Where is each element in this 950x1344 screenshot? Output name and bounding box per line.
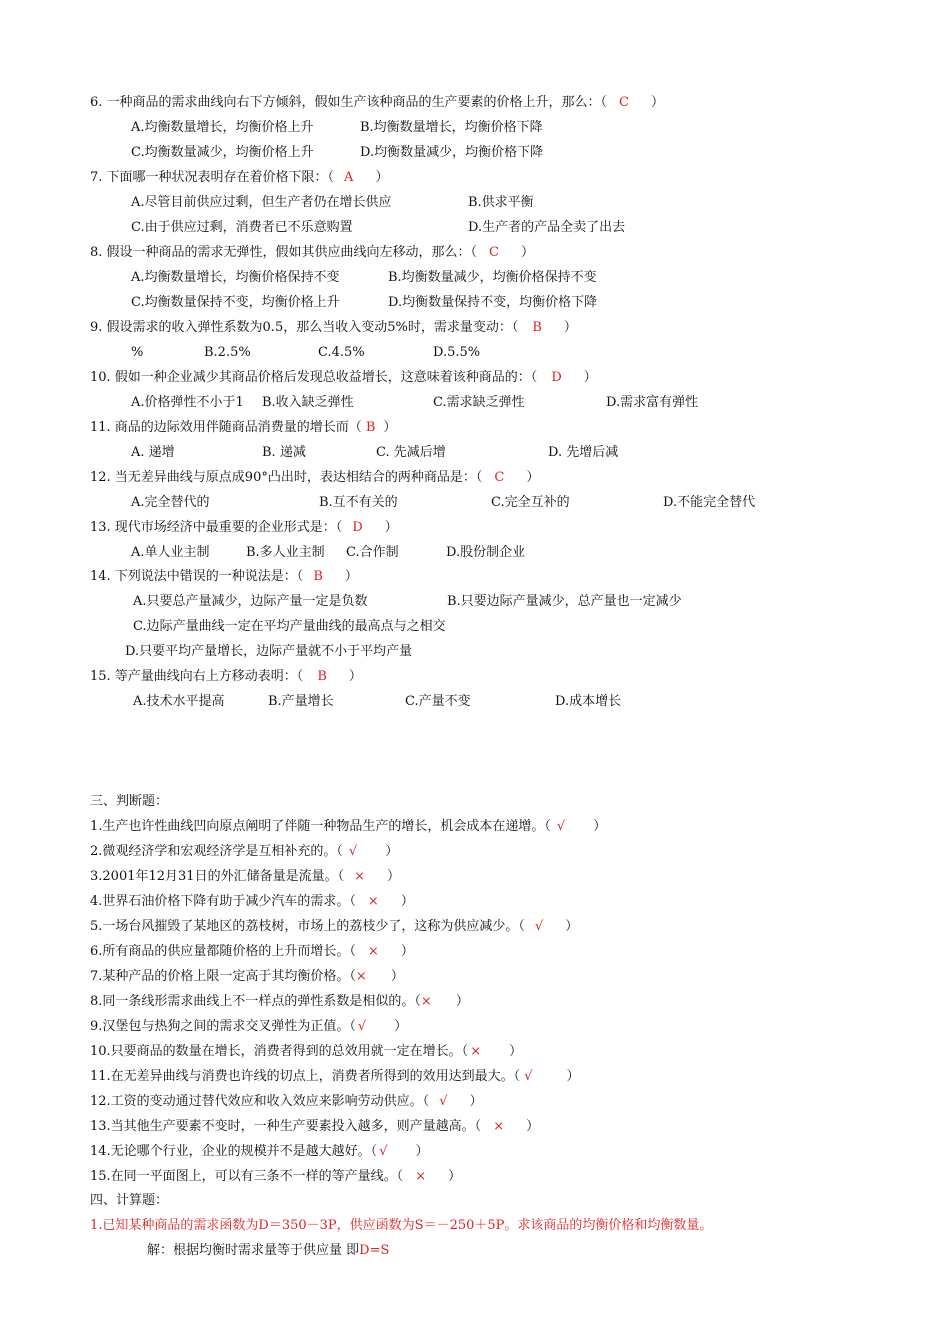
option-d: D.股份制企业 bbox=[446, 545, 526, 560]
option-c: C.由于供应过剩，消费者已不乐意购置 bbox=[131, 220, 353, 235]
judge-item-14 bbox=[90, 1143, 429, 1161]
judge-item-8 bbox=[90, 993, 469, 1011]
question-close: ） bbox=[526, 470, 540, 485]
option-c: C.4.5% bbox=[318, 345, 365, 360]
question-text: 9. 假设需求的收入弹性系数为0.5，那么当收入变动5%时，需求量变动：（ bbox=[90, 320, 519, 335]
question-7 bbox=[90, 169, 388, 187]
option-c: C.产量不变 bbox=[405, 694, 471, 709]
judge-item-6 bbox=[90, 943, 414, 961]
question-14 bbox=[90, 568, 358, 586]
judge-item-5 bbox=[90, 918, 578, 936]
option-a: A.尽管目前供应过剩，但生产者仍在增长供应 bbox=[131, 195, 392, 210]
question-close: ） bbox=[384, 520, 398, 535]
judge-item-13 bbox=[90, 1118, 539, 1136]
judge-answer: √ bbox=[357, 1019, 367, 1034]
judge-close: ） bbox=[565, 919, 579, 934]
question-close: ） bbox=[563, 320, 577, 335]
question-15 bbox=[90, 668, 362, 686]
judge-item-11 bbox=[90, 1068, 580, 1086]
option-c: C.均衡数量减少，均衡价格上升 bbox=[131, 145, 314, 160]
option-b: B.产量增长 bbox=[268, 694, 334, 709]
judge-item-10 bbox=[90, 1043, 522, 1061]
answer-mark: C bbox=[494, 470, 505, 485]
answer-mark: D bbox=[551, 370, 562, 385]
judge-answer: √ bbox=[439, 1094, 448, 1109]
question-close: ） bbox=[348, 669, 362, 684]
question-close: ） bbox=[375, 170, 389, 185]
judge-answer: × bbox=[367, 944, 379, 959]
answer-mark: A bbox=[344, 170, 354, 185]
judge-close: ） bbox=[394, 1019, 408, 1034]
judge-text: 6.所有商品的供应量都随价格的上升而增长。（ bbox=[90, 944, 356, 959]
option-b: B.2.5% bbox=[204, 345, 251, 360]
option-c: C.需求缺乏弹性 bbox=[433, 395, 525, 410]
judge-close: ） bbox=[400, 894, 414, 909]
judge-item-4 bbox=[90, 893, 414, 911]
judge-text: 11.在无差异曲线与消费也许线的切点上，消费者所得到的效用达到最大。（ bbox=[90, 1069, 521, 1084]
option-a: A.均衡数量增长，均衡价格保持不变 bbox=[131, 270, 340, 285]
judge-text: 9.汉堡包与热狗之间的需求交叉弹性为正值。（ bbox=[90, 1019, 356, 1034]
option-d: D. 先增后减 bbox=[548, 445, 619, 460]
option-a: A.单人业主制 bbox=[131, 545, 210, 560]
judge-answer: √ bbox=[348, 844, 358, 859]
question-12 bbox=[90, 469, 539, 487]
calc-question-1: 1.已知某种商品的需求函数为D＝350－3P，供应函数为S＝－250＋5P。求该商品的均衡价格和均衡数量。 bbox=[90, 1218, 713, 1233]
judge-text: 3.2001年12月31日的外汇储备量是流量。（ bbox=[90, 869, 345, 884]
answer-mark: C bbox=[489, 245, 499, 260]
judge-close: ） bbox=[526, 1119, 540, 1134]
option-a: A.只要总产量减少，边际产量一定是负数 bbox=[133, 594, 368, 609]
option-b: B.均衡数量增长，均衡价格下降 bbox=[360, 120, 543, 135]
judge-text: 8.同一条线形需求曲线上不一样点的弹性系数是相似的。（ bbox=[90, 994, 421, 1009]
section-heading: 三、判断题： bbox=[90, 794, 169, 809]
question-text: 10. 假如一种企业减少其商品价格后发现总收益增长，这意味着该种商品的：（ bbox=[90, 370, 538, 385]
question-11 bbox=[90, 419, 396, 437]
option-c: C. 先减后增 bbox=[376, 445, 446, 460]
judge-text: 15.在同一平面图上，可以有三条不一样的等产量线。（ bbox=[90, 1169, 404, 1184]
judge-answer: √ bbox=[556, 819, 566, 834]
judge-answer: × bbox=[470, 1044, 482, 1059]
option-a: A. 递增 bbox=[131, 445, 175, 460]
answer-mark: B bbox=[313, 569, 323, 584]
judge-text: 14.无论哪个行业，企业的规模并不是越大越好。（ bbox=[90, 1144, 378, 1159]
question-text: 11. 商品的边际效用伴随商品消费量的增长而（ bbox=[90, 420, 362, 435]
judge-item-15 bbox=[90, 1168, 461, 1186]
option-a: A.均衡数量增长，均衡价格上升 bbox=[131, 120, 314, 135]
question-close: ） bbox=[521, 245, 535, 260]
option-d: D.不能完全替代 bbox=[663, 495, 756, 510]
question-10 bbox=[90, 369, 597, 387]
question-6 bbox=[90, 94, 664, 112]
question-text: 8. 假设一种商品的需求无弹性，假如其供应曲线向左移动，那么：（ bbox=[90, 245, 478, 260]
judge-close: ） bbox=[448, 1169, 462, 1184]
judge-answer: × bbox=[354, 869, 365, 884]
judge-close: ） bbox=[390, 969, 404, 984]
judge-close: ） bbox=[566, 1069, 580, 1084]
option-c: C.均衡数量保持不变，均衡价格上升 bbox=[131, 295, 340, 310]
answer-mark: B bbox=[365, 420, 376, 435]
judge-close: ） bbox=[385, 844, 399, 859]
judge-text: 4.世界石油价格下降有助于减少汽车的需求。（ bbox=[90, 894, 356, 909]
option-b: B.均衡数量减少，均衡价格保持不变 bbox=[388, 270, 597, 285]
judge-item-3 bbox=[90, 868, 400, 886]
option-b: B. 递减 bbox=[262, 445, 306, 460]
judge-close: ） bbox=[400, 944, 414, 959]
option-b: B.收入缺乏弹性 bbox=[262, 395, 354, 410]
calc-solution bbox=[147, 1242, 389, 1260]
question-8 bbox=[90, 244, 534, 262]
judge-close: ） bbox=[455, 994, 469, 1009]
option-d: D.5.5% bbox=[433, 345, 481, 360]
question-close: ） bbox=[583, 370, 597, 385]
judge-item-12 bbox=[90, 1093, 483, 1111]
option-b: B.供求平衡 bbox=[468, 195, 534, 210]
judge-answer: √ bbox=[534, 919, 544, 934]
option-a: % bbox=[131, 345, 144, 360]
option-a: A.完全替代的 bbox=[131, 495, 210, 510]
option-c: C.合作制 bbox=[346, 545, 399, 560]
option-d: D.需求富有弹性 bbox=[606, 395, 699, 410]
answer-mark: B bbox=[317, 669, 327, 684]
option-d: D.成本增长 bbox=[555, 694, 622, 709]
option-c: C.完全互补的 bbox=[491, 495, 570, 510]
option-a: A.价格弹性不小于1 bbox=[131, 395, 244, 410]
question-text: 15. 等产量曲线向右上方移动表明：（ bbox=[90, 669, 304, 684]
judge-text: 1.生产也许性曲线凹向原点阐明了伴随一种物品生产的增长，机会成本在递增。（ bbox=[90, 819, 551, 834]
judge-answer: × bbox=[415, 1169, 427, 1184]
judge-answer: × bbox=[420, 994, 432, 1009]
option-b: B.只要边际产量减少，总产量也一定减少 bbox=[447, 594, 682, 609]
option-d: D.只要平均产量增长，边际产量就不小于平均产量 bbox=[125, 644, 413, 659]
judge-text: 5.一场台风摧毁了某地区的荔枝树，市场上的荔枝少了，这称为供应减少。（ bbox=[90, 919, 525, 934]
option-b: B.互不有关的 bbox=[319, 495, 398, 510]
option-d: D.均衡数量保持不变，均衡价格下降 bbox=[388, 295, 598, 310]
section-heading: 四、计算题： bbox=[90, 1193, 169, 1208]
answer-mark: B bbox=[532, 320, 542, 335]
question-text: 6. 一种商品的需求曲线向右下方倾斜，假如生产该种商品的生产要素的价格上升，那么：（ bbox=[90, 95, 608, 110]
question-text: 12. 当无差异曲线与原点成90°凸出时，表达相结合的两种商品是：（ bbox=[90, 470, 483, 485]
judge-text: 12.工资的变动通过替代效应和收入效应来影响劳动供应。（ bbox=[90, 1094, 430, 1109]
question-text: 13. 现代市场经济中最重要的企业形式是：（ bbox=[90, 520, 343, 535]
solution-equation: D=S bbox=[359, 1243, 390, 1258]
question-13 bbox=[90, 519, 398, 537]
judge-item-7 bbox=[90, 968, 404, 986]
option-b: B.多人业主制 bbox=[246, 545, 325, 560]
judge-text: 2.微观经济学和宏观经济学是互相补充的。（ bbox=[90, 844, 343, 859]
question-9 bbox=[90, 319, 577, 337]
judge-item-9 bbox=[90, 1018, 407, 1036]
option-a: A.技术水平提高 bbox=[133, 694, 225, 709]
option-d: D.均衡数量减少，均衡价格下降 bbox=[360, 145, 544, 160]
judge-close: ） bbox=[593, 819, 607, 834]
answer-mark: C bbox=[619, 95, 629, 110]
answer-mark: D bbox=[352, 520, 363, 535]
question-text: 14. 下列说法中错误的一种说法是：（ bbox=[90, 569, 304, 584]
option-c: C.边际产量曲线一定在平均产量曲线的最高点与之相交 bbox=[133, 619, 446, 634]
question-close: ） bbox=[344, 569, 358, 584]
judge-close: ） bbox=[415, 1144, 429, 1159]
judge-answer: √ bbox=[379, 1144, 388, 1159]
judge-answer: √ bbox=[524, 1069, 533, 1084]
judge-close: ） bbox=[509, 1044, 523, 1059]
question-close: ） bbox=[651, 95, 665, 110]
judge-text: 13.当其他生产要素不变时，一种生产要素投入越多，则产量越高。（ bbox=[90, 1119, 482, 1134]
question-close: ） bbox=[383, 420, 397, 435]
judge-answer: × bbox=[493, 1119, 505, 1134]
judge-item-1 bbox=[90, 818, 606, 836]
question-text: 7. 下面哪一种状况表明存在着价格下限：（ bbox=[90, 170, 335, 185]
judge-answer: × bbox=[367, 894, 379, 909]
judge-text: 10.只要商品的数量在增长，消费者得到的总效用就一定在增长。（ bbox=[90, 1044, 469, 1059]
judge-item-2 bbox=[90, 843, 398, 861]
judge-close: ） bbox=[386, 869, 400, 884]
solution-text: 解：根据均衡时需求量等于供应量 即 bbox=[147, 1243, 360, 1258]
judge-close: ） bbox=[469, 1094, 483, 1109]
judge-answer: × bbox=[355, 969, 367, 984]
option-d: D.生产者的产品全卖了出去 bbox=[468, 220, 626, 235]
judge-text: 7.某种产品的价格上限一定高于其均衡价格。（ bbox=[90, 969, 356, 984]
